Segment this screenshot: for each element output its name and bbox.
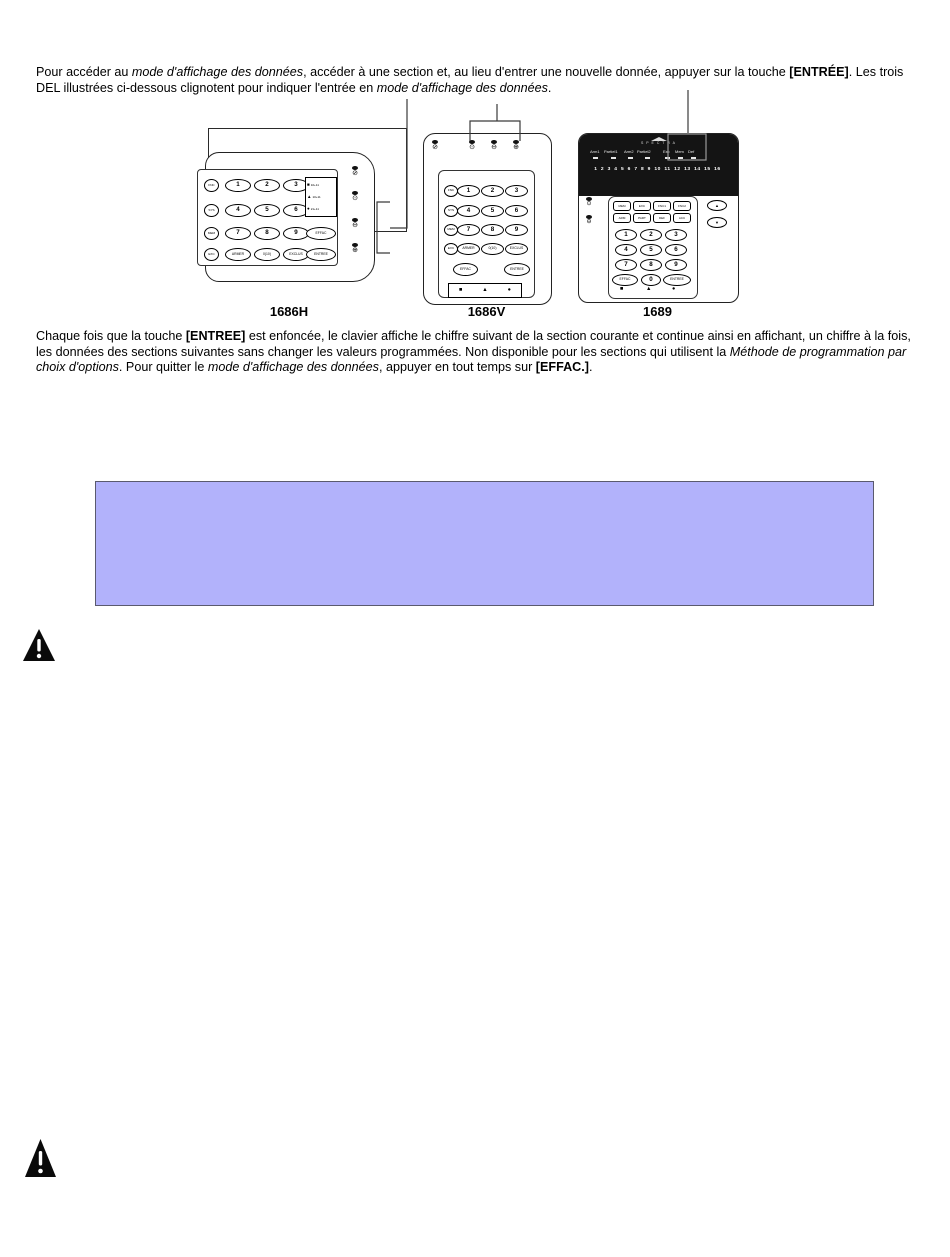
caption-1686v: 1686V (467, 304, 506, 319)
body-paragraph: Chaque fois que la touche [ENTREE] est enfoncée, le clavier affiche le chiffre suivant de la section courante et continue ainsi en affichant, un chiffre à la fois, les données des sections suivantes sans changer les valeurs programmées. Non disponible pour les sections qui utilisent la Méthode de programmation par choix d'options. Pour quitter le mode d'affichage des données, appuyer en tout temps sur [EFFAC.]. (36, 329, 911, 375)
key-2: 2 (254, 179, 280, 192)
status-led-1 (428, 140, 442, 151)
key-sys: SYS (444, 205, 458, 217)
key-entree: ENTREE (663, 274, 691, 286)
key-mem: MEM (444, 224, 458, 236)
key-entree: ENTREE (306, 248, 336, 261)
warning-icon: ▲ (307, 193, 312, 199)
key-0-10: 0(10) (254, 248, 280, 261)
led-dash (678, 157, 683, 159)
intro-paragraph: Pour accéder au mode d'affichage des données, accéder à une section et, au lieu d'entrer une nouvelle donnée, appuyer sur la touche [ENTRÉE]. Les trois DEL illustrées ci-dessous clignotent pour indiquer l'entrée en mode d'affichage des données. (36, 65, 904, 95)
icon-legend-strip (448, 283, 522, 298)
key-5: 5 (640, 244, 662, 256)
led-dash (645, 157, 650, 159)
key-9: 9 (505, 224, 528, 236)
key-1: 1 (225, 179, 251, 192)
key-exclus: EXCLUS (283, 248, 309, 261)
legend-row (307, 195, 335, 200)
caption-1686h: 1686H (269, 304, 309, 319)
led-icon: ⊖ (586, 219, 592, 225)
warning-icon (22, 628, 56, 662)
key-9: 9 (283, 227, 309, 240)
led-dash (628, 157, 633, 159)
led-label-mem: Mem (675, 149, 684, 154)
key-arm: ARM (613, 213, 631, 223)
led-label-partiel1: Partiel1 (604, 149, 618, 154)
key-armer: ARMER (457, 243, 480, 255)
led-icon: ⊙ (352, 195, 358, 202)
legend-row (307, 207, 335, 212)
led-label-exc: Exc (663, 149, 670, 154)
led-icon: ⊖ (352, 222, 358, 229)
key-2: 2 (640, 229, 662, 241)
key-4: 4 (225, 204, 251, 217)
led-icon: ⊘ (432, 144, 438, 151)
led-dash (691, 157, 696, 159)
key-exc: EXC (444, 243, 458, 255)
led-label-arm1: Arm1 (590, 149, 600, 154)
status-led-3 (487, 140, 501, 151)
status-led-4 (509, 140, 523, 151)
status-led-2 (465, 140, 479, 151)
led-icon: ⊙ (469, 144, 475, 151)
key-effac: EFFAC (306, 227, 336, 240)
key-fnc: FNC (444, 185, 458, 197)
bell-icon: ● (507, 286, 511, 293)
brand-text: S P E C T R A (641, 141, 676, 145)
key-entree: ENTREE (504, 263, 530, 276)
spectra-logo (578, 137, 739, 146)
key-fnc2: FNC2 (673, 201, 691, 211)
key-part: PART (633, 213, 651, 223)
key-exc: EXC (204, 248, 219, 261)
key-effac: EFFAC (453, 263, 478, 276)
legend-text: 10+11 (312, 194, 321, 199)
key-8: 8 (640, 259, 662, 271)
key-6: 6 (283, 204, 309, 217)
led-label-arm2: Arm2 (624, 149, 634, 154)
status-led-3 (348, 218, 362, 229)
square-icon: ■ (458, 286, 463, 293)
square-icon: ■ (620, 286, 624, 292)
key-def: DEF (653, 213, 671, 223)
led-icon: ⊘ (352, 170, 358, 177)
key-fnc1: FNC1 (653, 201, 671, 211)
key-4: 4 (615, 244, 637, 256)
key-7: 7 (615, 259, 637, 271)
key-6: 6 (505, 205, 528, 217)
key-effac: EFFAC (612, 274, 638, 286)
key-2: 2 (481, 185, 504, 197)
key-7: 7 (457, 224, 480, 236)
bell-icon: ● (307, 205, 310, 211)
led-legend-box (305, 177, 337, 217)
led-label-partiel2: Partiel2 (637, 149, 651, 154)
zone-numbers: 1 2 3 4 5 6 7 8 9 10 11 12 13 14 15 16 (594, 167, 721, 172)
key-8: 8 (481, 224, 504, 236)
key-6: 6 (665, 244, 687, 256)
warning-icon: ▲ (482, 286, 488, 293)
keypad-1689-header (578, 133, 739, 196)
led-icon: ⊕ (513, 144, 519, 151)
led-dash (593, 157, 598, 159)
led-label-def: Def (688, 149, 695, 154)
key-mem: MEM (613, 201, 631, 211)
key-exclus: EXCLUS (505, 243, 528, 255)
arrow-up-key: ▲ (707, 200, 727, 211)
key-1: 1 (457, 185, 480, 197)
key-7: 7 (225, 227, 251, 240)
status-led-4 (348, 243, 362, 254)
caption-1689: 1689 (643, 304, 672, 319)
key-sys: SYS (204, 204, 219, 217)
note-highlight-box (95, 481, 874, 606)
key-armer: ARMER (225, 248, 251, 261)
key-3: 3 (283, 179, 309, 192)
key-4: 4 (457, 205, 480, 217)
key-1: 1 (615, 229, 637, 241)
side-led-2 (582, 215, 596, 226)
key-5: 5 (481, 205, 504, 217)
led-icon: ⊕ (352, 247, 358, 254)
key-exc: EXC (633, 201, 651, 211)
arrow-down-key: ▼ (707, 217, 727, 228)
key-0: 0 (641, 274, 661, 286)
side-led-1 (582, 197, 596, 208)
legend-row (307, 183, 335, 188)
key-mem: MEM (204, 227, 219, 240)
led-icon: ⊖ (491, 144, 497, 151)
key-9: 9 (665, 259, 687, 271)
warning-icon: ▲ (646, 286, 652, 292)
legend-text: 10+11 (310, 182, 319, 187)
warning-icon (24, 1138, 57, 1178)
key-0-10: 0(10) (481, 243, 504, 255)
led-dash (665, 157, 670, 159)
legend-text: 21+11 (310, 206, 319, 211)
square-icon: ■ (307, 181, 310, 187)
led-icon: ⊙ (586, 201, 592, 207)
status-led-2 (348, 191, 362, 202)
key-8: 8 (254, 227, 280, 240)
key-fnc: FNC (204, 179, 219, 192)
key-3: 3 (505, 185, 528, 197)
key-acc: ACC (673, 213, 691, 223)
bell-icon: ● (672, 286, 676, 292)
status-led-1 (348, 166, 362, 177)
key-5: 5 (254, 204, 280, 217)
led-dash (611, 157, 616, 159)
key-3: 3 (665, 229, 687, 241)
